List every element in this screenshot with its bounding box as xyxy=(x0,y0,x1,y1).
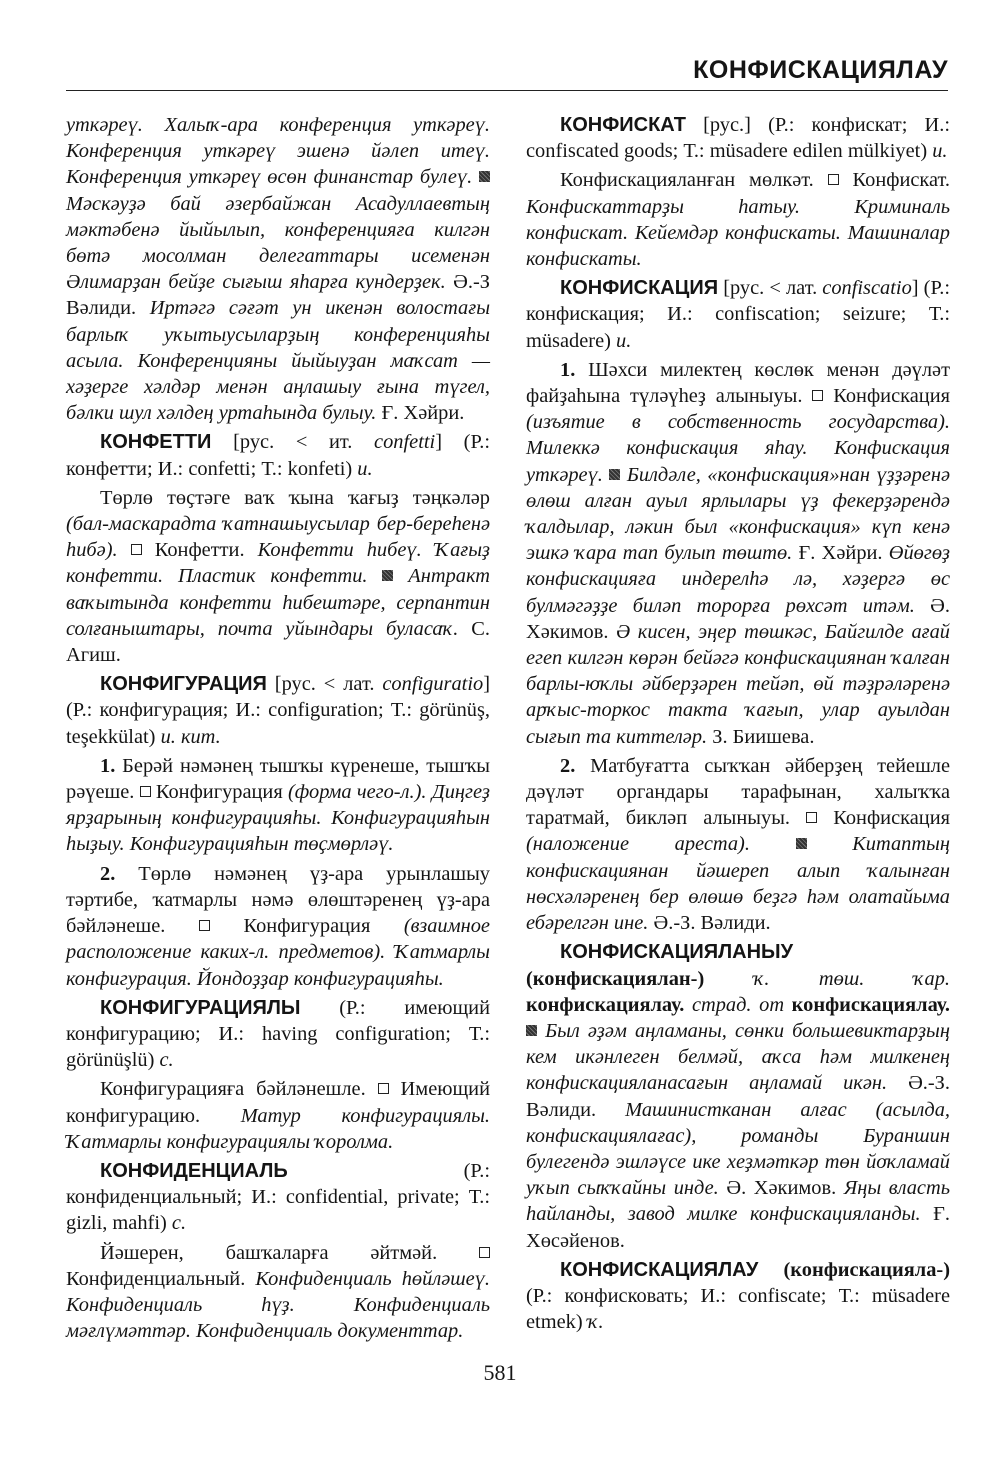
sense-1 xyxy=(526,357,950,750)
gloss: (изъятие в собственность государства). xyxy=(526,411,950,434)
part-of-speech: ҡ. xyxy=(587,1311,604,1334)
part-of-speech: с. xyxy=(159,1049,174,1072)
quotation: Яңы власть һайланды, завод милке конфискацияланды. xyxy=(526,1177,950,1226)
entry-konfetti-sense xyxy=(66,485,490,668)
author: Ә.-З. Вәлиди. xyxy=(526,1072,950,1121)
quotation: Китаптың конфискациянан йәшереп алып ҡалынған нөсхәләренең бер өлөшө беҙгә һәм олатайыма ебәрелгән ине. xyxy=(526,833,950,935)
entry-konfidencial-sense xyxy=(66,1240,490,1345)
quotation: Ә кисен, эңер төшкәс, Байгилде ағай егеп килгән көрән бейәгә конфискациянан ҡалған барлы-юҡлы әйберҙәрен тейәп, өй тәҙрәләренә арҡыс-торкос такта ҡағып, улар ауылдан сығып та киттеләр. xyxy=(526,620,950,748)
definition: Йәшерен, башҡаларға әйтмәй. xyxy=(100,1241,479,1264)
examples: Ҡатмарлы конфигурация. Йондоҙҙар конфигурацияһы. xyxy=(66,941,490,990)
definition: Берәй нәмәнең тышҡы күренеше, тышҡы рәүеше. xyxy=(66,754,490,804)
page-number: 581 xyxy=(483,1360,517,1385)
examples: Диңгеҙ ярҙарының конфигурацияһы. Конфигурацияһын һыҙыу. Конфигурацияһын төҫмөрләү. xyxy=(66,781,490,856)
translation-mark-icon xyxy=(378,1083,389,1094)
entry-konfiguraciyaly-sense xyxy=(66,1076,490,1155)
stem: (конфискациялa-) xyxy=(758,1258,950,1281)
entry-konfiskat-sense xyxy=(526,167,950,272)
cross-reference: конфискациялау. xyxy=(791,993,950,1016)
author: Ғ. Хәйри. xyxy=(792,542,883,565)
translation: Конфигурация xyxy=(150,781,289,804)
grammar-note: [рус. < лат. xyxy=(718,277,823,300)
examples: Матур конфигурациялы. Ҡатмарлы конфигурациялы ҡоролма. xyxy=(66,1104,490,1153)
etymon: confetti xyxy=(374,431,436,454)
part-of-speech: и. xyxy=(357,457,373,480)
illustration-mark-icon xyxy=(796,838,807,849)
right-column xyxy=(526,112,950,1338)
etymon: confiscatio xyxy=(822,277,912,300)
quotation: Машинистканан алғас (асылда, конфискациялағас), романды Бураншин булегендә эшләүсе ике хеҙмәткәр төн йоҡламай уҡып сыҡҡайны инде. xyxy=(526,1098,950,1200)
illustration-mark-icon xyxy=(382,570,393,581)
equivalents: ] (Р.: конфискация; И.: confiscation; seizure; Т.: müsadere) xyxy=(526,277,951,352)
headword: КОНФЕТТИ xyxy=(100,431,212,454)
translation-mark-icon xyxy=(812,390,823,401)
translation-mark-icon xyxy=(828,174,839,185)
definition: Төрлө нәмәнең үҙ-ара урынлашыу тәртибе, ҡатмарлы нәмә өлөштәренең үҙ-ара бәйләнеше. xyxy=(66,862,490,938)
translation: Конфискат. xyxy=(838,169,950,192)
grammar-note: [рус. < лат. xyxy=(266,673,383,696)
gloss: (бал-маскарадта ҡатнашыусылар бер-береһенә һибә). xyxy=(66,513,490,562)
headword: КОНФИГУРАЦИЯЛЫ xyxy=(100,996,301,1019)
part-of-speech: с. xyxy=(171,1212,187,1235)
illustration-mark-icon xyxy=(526,1025,537,1036)
definition: Матбуғатта сыҡҡан әйберҙең тейешле дәүләт органдары тарафынан, халыҡҡа таратмай, бикләп алыныуы. xyxy=(526,754,950,830)
headword: КОНФИСКАЦИЯ xyxy=(560,277,719,300)
translation: Конфетти. xyxy=(141,539,258,562)
illustration-mark-icon xyxy=(479,171,490,182)
examples: Милеккә конфискация яһау. Конфискация уткәреү. xyxy=(526,437,950,486)
gloss: (взаимное расположение каких-л. предметов). xyxy=(66,915,490,964)
author: Ә. Хәкимов. xyxy=(526,594,951,643)
author: Ә.-З Вәлиди. xyxy=(66,271,490,320)
examples: Конфетти һибеү. Ҡағыҙ конфетти. Пластик конфетти. xyxy=(66,539,490,588)
russian-note: страд. от xyxy=(684,993,792,1016)
headword: КОНФИСКАТ xyxy=(560,114,686,136)
sense-2 xyxy=(526,753,950,936)
author: Ғ. Хөсәйенов. xyxy=(526,1203,950,1252)
entry-konfiguraciya xyxy=(66,671,490,750)
cross-reference: конфискациялау. xyxy=(526,993,685,1016)
author: Ә. Хәкимов. xyxy=(718,1177,837,1200)
translation-mark-icon xyxy=(131,544,142,555)
sense-number: 2. xyxy=(100,862,116,885)
translation-mark-icon xyxy=(140,786,151,797)
author: Ғ. Хәйри. xyxy=(381,402,465,425)
stem: (конфискациялан-) xyxy=(526,967,754,990)
part-of-speech: ҡ. төш. ҡар. xyxy=(753,967,950,990)
part-of-speech: и. xyxy=(616,329,632,352)
quotation: Антракт ваҡытында конфетти һибештәре, серпантин солғаныштары, почта уйындары буласаҡ. xyxy=(66,565,490,640)
equivalents: ] (Р.: конфетти; И.: confetti; Т.: konfeti) xyxy=(66,431,491,480)
illustration-mark-icon xyxy=(609,469,620,480)
equivalents: (Р.: конфисковать; И.: confiscate; Т.: müsadere etmek) xyxy=(526,1284,950,1334)
translation: Конфиденциальный. xyxy=(66,1267,256,1290)
sense-number: 1. xyxy=(100,754,116,777)
author: С. Агиш. xyxy=(66,617,491,667)
headword: КОНФИСКАЦИЯЛАНЫУ xyxy=(560,941,794,964)
part-of-speech: и. xyxy=(932,140,948,163)
example-text: уткәреү. Халыҡ-ара конференция уткәреү. Конференция уткәреү эшенә йәлеп итеү. Конференция уткәреү өсөн финанстар булеү. xyxy=(66,114,490,189)
header-rule xyxy=(66,90,948,91)
examples: Конфиденциаль һөйләшеү. Конфиденциаль һүҙ. Конфиденциаль мәғлүмәттәр. Конфиденциаль документтар. xyxy=(66,1267,490,1343)
definition: Шәхси милектең көслөк менән дәүләт файҙаһына түләүһеҙ алыныуы. xyxy=(526,358,950,408)
definition: Төрлө төҫтәге ваҡ ҡына ҡағыҙ тәңкәләр xyxy=(100,486,490,509)
translation-mark-icon xyxy=(806,812,817,823)
translation: Конфигурация xyxy=(209,915,404,938)
sense-number: 1. xyxy=(560,358,576,381)
entry-konfiskaciyalau xyxy=(526,1257,950,1336)
entry-konfiskaciya xyxy=(526,275,950,354)
equivalents: (Р.: имеющий конфигурацию; И.: having configuration; Т.: görünüşlü) xyxy=(66,996,490,1072)
quotation: Өйөгөҙ конфискацияға индерелһә лә, хәҙергә өс булмәгәҙҙе биләп торорға рөхсәт итәм. xyxy=(526,542,950,617)
translation: Имеющий конфигурацию. xyxy=(66,1078,490,1127)
etymon: configuratio xyxy=(382,673,484,696)
left-column xyxy=(66,112,490,1347)
running-head: КОНФИСКАЦИЯЛАУ xyxy=(693,56,948,84)
gloss: (наложение ареста). xyxy=(526,833,750,856)
definition: Конфискацияланған мөлкәт. xyxy=(560,169,828,192)
entry-konfiguraciyaly xyxy=(66,995,490,1074)
headword: КОНФИДЕНЦИАЛЬ xyxy=(100,1159,288,1182)
entry-konfidencial xyxy=(66,1158,490,1237)
sense-number: 2. xyxy=(560,754,576,777)
gloss: (форма чего-л.). xyxy=(288,781,427,804)
part-of-speech: и. кит. xyxy=(160,725,221,748)
translation: Конфискация xyxy=(823,385,950,408)
quotation: Билдәле, «конфискация»нан үҙҙәренә өлөш алған ауыл ярлылары үҙ фекерҙәрендә ҡалдылар, ләкин был «конфискация» күп кенә эшкә ҡара тап булып төштө. xyxy=(526,463,950,565)
quotation: Иртәгә сәғәт ун икенән волостағы барлыҡ уҡытыусыларҙың конференцияһы асыла. Конференцияны йыйыуҙан маҡсат — хәҙерге хәлдәр менән аңлашыу ғына түгел, бәлки шул хәлдең уртаһында булыу. xyxy=(66,297,491,425)
equivalents: ] (Р.: конфигурация; И.: configuration; Т.: görünüş, teşekkülat) xyxy=(66,673,490,748)
translation-mark-icon xyxy=(479,1247,490,1258)
headword: КОНФИГУРАЦИЯ xyxy=(100,673,267,696)
definition: Конфигурацияға бәйләнешле. xyxy=(100,1078,378,1101)
sense-1 xyxy=(66,753,490,858)
quotation: Мәскәуҙә бай әзербайжан Асадуллаевтың мәктәбенә йыйылып, конференцияға килгән бөтә мосолман делегаттары исеменән Әлимарҙан бейҙе сығыш яһарға кундерҙек. xyxy=(66,192,490,294)
equivalents: [рус.] (Р.: конфискат; И.: confiscated goods; Т.: müsadere edilen mülkiyet) xyxy=(526,114,950,163)
entry-konfetti xyxy=(66,429,490,481)
author: З. Биишева. xyxy=(707,725,815,748)
translation: Конфискация xyxy=(817,807,950,830)
entry-konfiskaciyalanyu xyxy=(526,939,950,1253)
entry-continuation xyxy=(66,112,490,426)
entry-konfiskat xyxy=(526,112,950,164)
grammar-note: [рус. < ит. xyxy=(211,431,375,454)
headword: КОНФИСКАЦИЯЛАУ xyxy=(560,1258,759,1281)
equivalents: (Р.: конфиденциальный; И.: confidential, private; Т.: gizli, mahfi) xyxy=(66,1159,490,1235)
examples: Конфискаттарҙы һатыу. Криминаль конфискат. Кейемдәр конфискаты. Машиналар конфискаты. xyxy=(526,195,950,271)
translation-mark-icon xyxy=(199,920,210,931)
author: Ә.-З. Вәлиди. xyxy=(648,912,771,935)
sense-2 xyxy=(66,861,490,992)
quotation: Был әҙәм аңламаны, сөнки большевиктарҙың кем икәнлеген белмәй, аҡса һәм милкенең конфискацияланасағын аңламай икән. xyxy=(526,1019,950,1095)
